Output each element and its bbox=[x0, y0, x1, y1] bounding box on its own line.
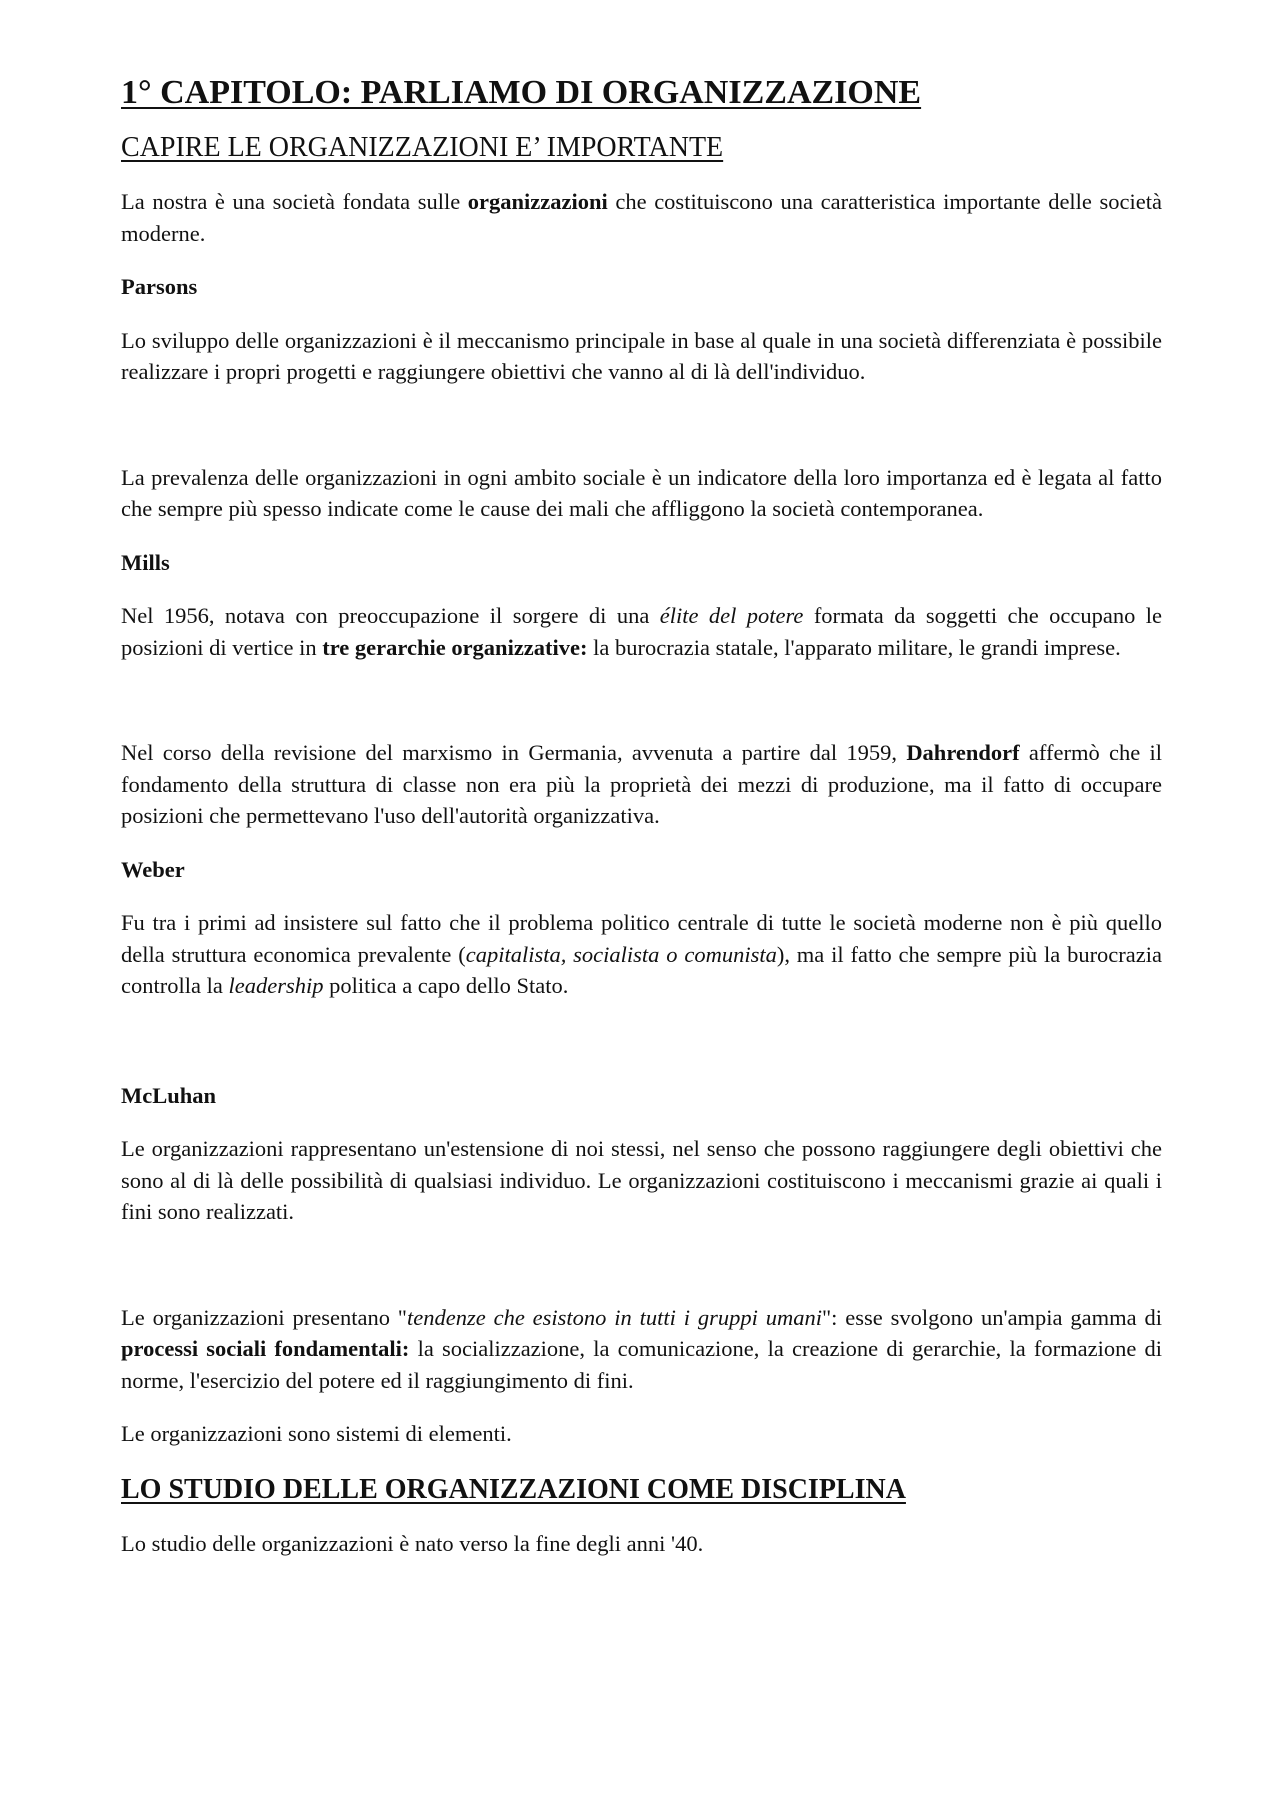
tendenze-paragraph bbox=[121, 1302, 1162, 1397]
tendenze-text-a: Le organizzazioni presentano " bbox=[121, 1304, 407, 1330]
dahrendorf-text-a: Nel corso della revisione del marxismo in Germania, avvenuta a partire dal 1959, bbox=[121, 740, 907, 765]
dahrendorf-text-c: affermò che il fondamento della struttura di classe non era più la proprietà dei mezzi di produzione, ma il fatto di occupare posizioni che permettevano l'uso dell'autorità organizzativa. bbox=[121, 740, 1162, 828]
tendenze-text-bold: processi sociali fondamentali: bbox=[121, 1336, 410, 1361]
weber-text-c: ), ma il fatto che sempre più la burocrazia controlla la bbox=[121, 941, 1163, 998]
mills-text-a: Nel 1956, notava con preoccupazione il sorgere di una bbox=[121, 603, 660, 628]
weber-text-italic: capitalista, socialista o comunista bbox=[465, 941, 777, 967]
tendenze-text-e: la socializzazione, la comunicazione, la creazione di gerarchie, la formazione di norme, l'esercizio del potere ed il raggiungimento di fini. bbox=[121, 1336, 1162, 1393]
mills-text-italic: élite del potere bbox=[659, 603, 804, 628]
document-page bbox=[121, 72, 1162, 1581]
mills-text-e: la burocrazia statale, l'apparato militare, le grandi imprese. bbox=[587, 634, 1121, 660]
author-heading-weber: Weber bbox=[121, 856, 185, 882]
section-title-capire: CAPIRE LE ORGANIZZAZIONI E’ IMPORTANTE bbox=[121, 132, 724, 163]
spacer bbox=[121, 1250, 1162, 1302]
author-heading-mcluhan: McLuhan bbox=[121, 1082, 217, 1108]
tendenze-text-c: ": esse svolgono un'ampia gamma di bbox=[822, 1304, 1162, 1330]
spacer bbox=[121, 1024, 1162, 1080]
spacer bbox=[121, 685, 1162, 737]
weber-text-e: politica a capo dello Stato. bbox=[323, 973, 569, 998]
intro-text-bold: organizzazioni bbox=[467, 189, 608, 214]
section-title-studio: LO STUDIO DELLE ORGANIZZAZIONI COME DISCIPLINA bbox=[121, 1473, 906, 1505]
dahrendorf-paragraph bbox=[121, 737, 1162, 832]
weber-text-a: Fu tra i primi ad insistere sul fatto che il problema politico centrale di tutte le società moderne non è più quello della struttura economica prevalente ( bbox=[121, 910, 1162, 967]
prevalenza-paragraph: La prevalenza delle organizzazioni in ogni ambito sociale è un indicatore della loro importanza ed è legata al fatto che sempre più spesso indicate come le cause dei mali che affliggono la società contemporanea. bbox=[121, 464, 1162, 521]
author-heading-parsons: Parsons bbox=[121, 274, 198, 299]
mills-text-bold: tre gerarchie organizzative: bbox=[322, 634, 588, 660]
intro-paragraph bbox=[121, 186, 1162, 249]
weber-paragraph bbox=[121, 907, 1162, 1002]
intro-text-c: che costituiscono una caratteristica importante delle società moderne. bbox=[121, 189, 1162, 246]
closing-paragraph: Lo studio delle organizzazioni è nato verso la fine degli anni '40. bbox=[121, 1530, 704, 1556]
intro-text-a: La nostra è una società fondata sulle bbox=[121, 189, 468, 214]
weber-text-italic-leadership: leadership bbox=[228, 973, 324, 998]
sistemi-paragraph: Le organizzazioni sono sistemi di elementi. bbox=[121, 1421, 512, 1446]
dahrendorf-text-bold: Dahrendorf bbox=[906, 740, 1020, 765]
mills-text-c: formata da soggetti che occupano le posizioni di vertice in bbox=[121, 603, 1162, 660]
mills-paragraph bbox=[121, 600, 1162, 663]
spacer bbox=[121, 410, 1162, 462]
author-heading-mills: Mills bbox=[121, 549, 170, 575]
tendenze-text-italic: tendenze che esistono in tutti i gruppi umani bbox=[407, 1304, 822, 1330]
parsons-paragraph: Lo sviluppo delle organizzazioni è il meccanismo principale in base al quale in una società differenziata è possibile realizzare i propri progetti e raggiungere obiettivi che vanno al di là dell'individuo. bbox=[121, 327, 1162, 384]
mcluhan-paragraph: Le organizzazioni rappresentano un'estensione di noi stessi, nel senso che possono raggiungere degli obiettivi che sono al di là delle possibilità di qualsiasi individuo. Le organizzazioni costituiscono i meccanismi grazie ai quali i fini sono realizzati. bbox=[121, 1136, 1162, 1224]
chapter-title: 1° CAPITOLO: PARLIAMO DI ORGANIZZAZIONE bbox=[121, 74, 922, 111]
